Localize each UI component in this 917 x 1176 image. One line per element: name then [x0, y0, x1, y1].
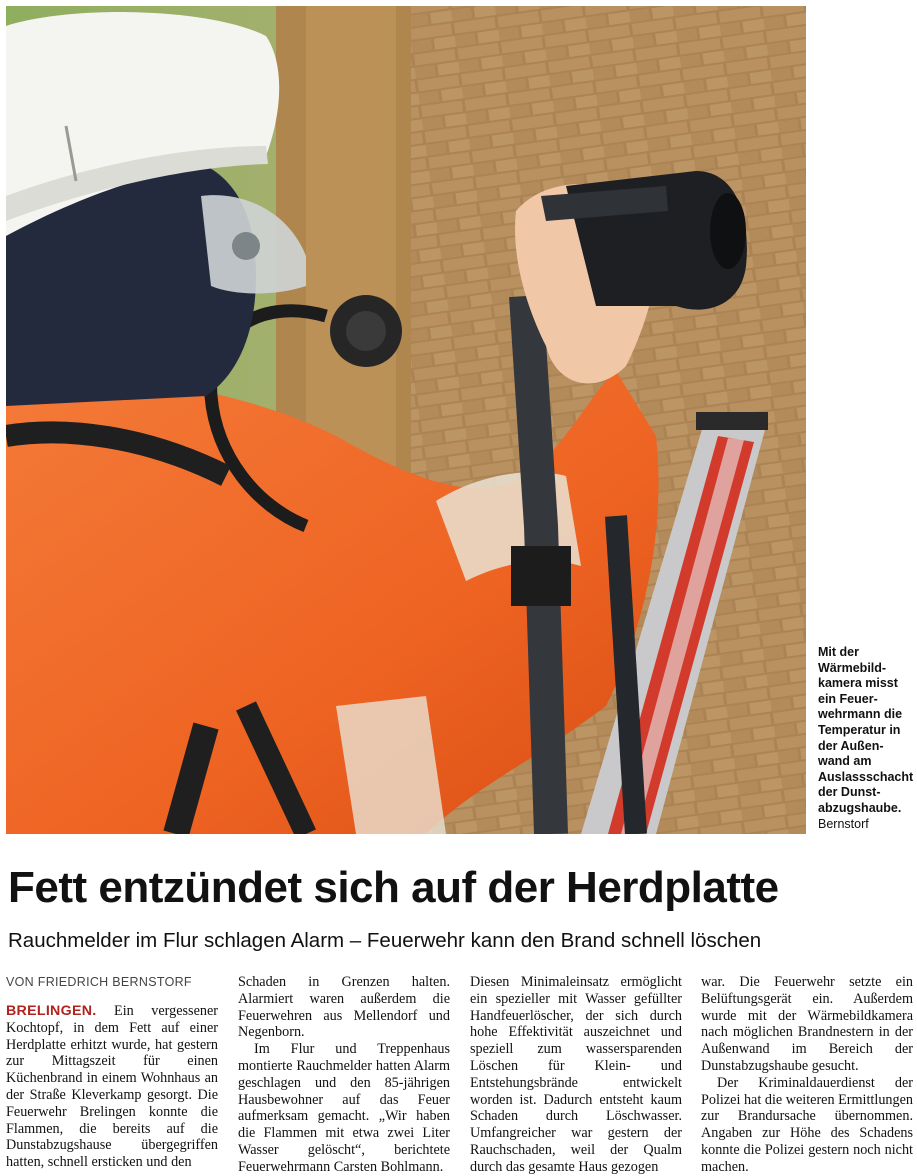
- photo-credit: Bernstorf: [818, 816, 869, 831]
- article-column-3: [470, 974, 682, 1176]
- photo-caption: [818, 645, 914, 832]
- article-paragraph: Im Flur und Treppenhaus montierte Rauchmelder hatten Alarm geschlagen und den 85-jährigen Hausbewohner auf das Feuer aufmerksam gemacht. „Wir haben die Flammen mit etwa zwei Liter Wasser gelöscht“, berichtete Feuerwehrmann Carsten Bohlmann.: [238, 1041, 450, 1175]
- article-column-4: [701, 974, 913, 1176]
- firefighter-photo-illustration: [6, 6, 806, 834]
- article-paragraph: Der Kriminaldauerdienst der Polizei hat die weiteren Ermittlungen zur Brandursache übernommen. Angaben zur Höhe des Schadens konnte die Polizei gestern noch nicht machen.: [701, 1074, 913, 1175]
- article-headline: Fett entzündet sich auf der Herdplatte: [8, 863, 779, 912]
- dateline: BRELINGEN.: [6, 1003, 97, 1019]
- article-column-2: [238, 974, 450, 1176]
- article-paragraph: [6, 1003, 218, 1171]
- article-column-1: [6, 1003, 218, 1171]
- author-byline: VON FRIEDRICH BERNSTORF: [6, 975, 192, 989]
- caption-text: Mit der Wärmebild- kamera misst ein Feuer- wehrmann die Temperatur in der Außen- wand am Auslassschacht der Dunst- abzugshaube.: [818, 645, 914, 815]
- article-paragraph: Diesen Minimaleinsatz ermöglicht ein spezieller mit Wasser gefüllter Handfeuerlöscher, der sich durch hohe Effektivität auszeichnet und speziell zum wassersparenden Löschen für Klein- und Entstehungsbrände entwickelt worden ist. Dadurch entsteht kaum Schaden durch Löschwasser. Umfangreicher war gestern der Rauchschaden, weil der Qualm durch das gesamte Haus gezogen: [470, 974, 682, 1175]
- paragraph-text: Ein vergessener Kochtopf, in dem Fett auf einer Herdplatte erhitzt wurde, hat gestern zur Mittagszeit für einen Küchenbrand in einem Wohnhaus an der Straße Kleverkamp gesorgt. Die Feuerwehr Brelingen konnte die Flammen, die bereits auf die Dunstabzugshause übergegriffen hatten, schnell ersticken und den: [6, 1003, 218, 1171]
- news-photo: [6, 6, 806, 834]
- article-subheadline: Rauchmelder im Flur schlagen Alarm – Feuerwehr kann den Brand schnell löschen: [8, 929, 762, 952]
- article-paragraph: Schaden in Grenzen halten. Alarmiert waren außerdem die Feuerwehren aus Mellendorf und Negenborn.: [238, 974, 450, 1041]
- article-paragraph: war. Die Feuerwehr setzte ein Belüftungsgerät ein. Außerdem wurde mit der Wärmebildkamera nach möglichen Brandnestern in der Außenwand im Bereich der Dunstabzugshaube gesucht.: [701, 974, 913, 1074]
